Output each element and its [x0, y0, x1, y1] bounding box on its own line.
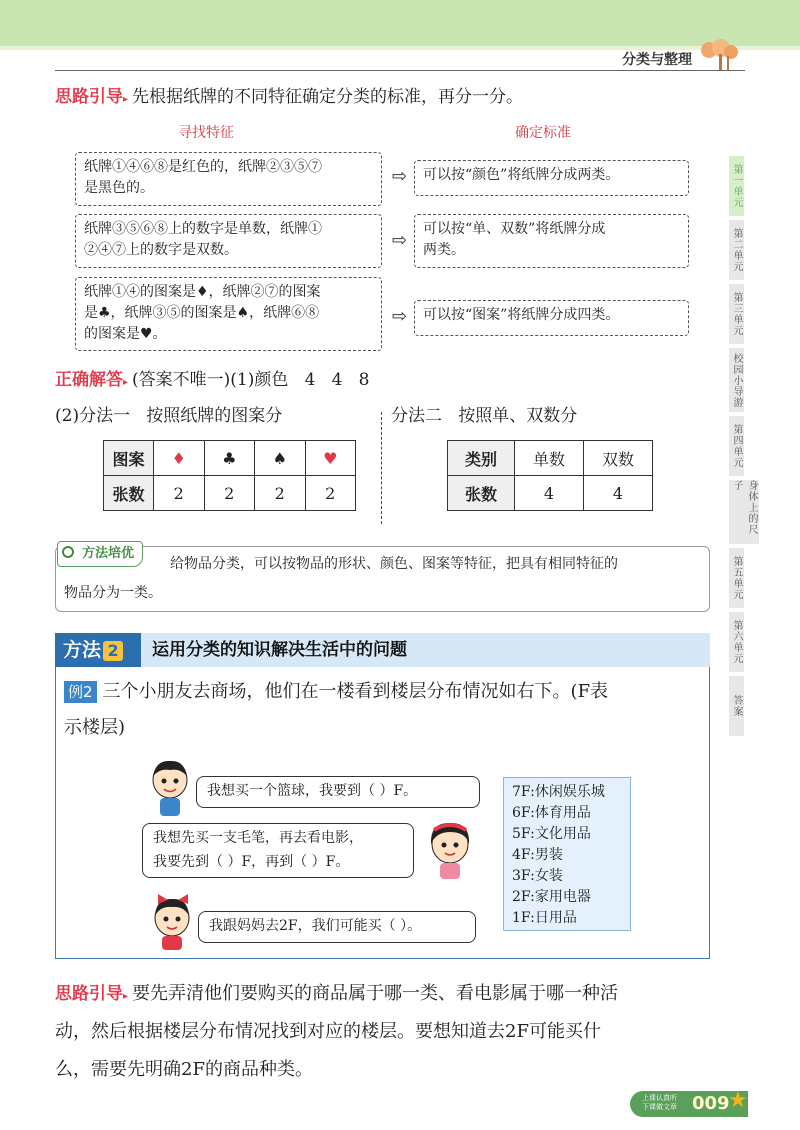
feature-1-line-1: 纸牌①④⑥⑧是红色的，纸牌②③⑤⑦: [84, 159, 322, 175]
floor-item: 2F:家用电器: [512, 889, 591, 905]
table-header-cell: 图案: [104, 441, 154, 476]
feature-3-line-1: 纸牌①④的图案是♦，纸牌②⑦的图案: [84, 284, 321, 300]
method-2-title: 运用分类的知识解决生活中的问题: [152, 640, 407, 660]
standard-box-color: [414, 160, 689, 196]
floor-item: 1F:日用品: [512, 910, 577, 926]
method-2-badge-text: 方法: [63, 639, 102, 661]
side-tab-unit-5[interactable]: 第五单元: [729, 548, 744, 608]
arrow-right-icon: ⇨: [392, 166, 408, 187]
standard-3-text: 可以按“图案”将纸牌分成四类。: [423, 307, 620, 323]
speech-bubble-3: 我跟妈妈去2F，我们可能买（ ）。: [198, 911, 476, 943]
answer-part2-left: (2)分法一 按照纸牌的图案分: [55, 406, 283, 426]
side-tab-answers[interactable]: 答案: [729, 676, 744, 736]
top-banner: [0, 0, 800, 46]
diamond-icon: ♦: [154, 441, 205, 476]
column-heading-standard: 确定标准: [515, 125, 571, 141]
answer-label: 正确解答: [55, 370, 123, 390]
table-header-cell: 张数: [104, 476, 154, 511]
guide-2-line-2: 动，然后根据楼层分布情况找到对应的楼层。要想知道去2F可能买什: [55, 1021, 601, 1042]
feature-2-line-1: 纸牌③⑤⑥⑧上的数字是单数，纸牌①: [84, 221, 322, 237]
boy-avatar-icon: [148, 758, 192, 818]
feature-2-line-2: ②④⑦上的数字是双数。: [84, 242, 238, 258]
method-tip-badge: [57, 541, 143, 567]
page-number: 009: [692, 1093, 730, 1114]
guide-2-line-1: [55, 980, 618, 1011]
table-header-cell: 张数: [448, 476, 515, 511]
guide-2-line-3: 么，需要先明确2F的商品种类。: [55, 1059, 313, 1080]
floor-item: 6F:体育用品: [512, 805, 591, 821]
guide-1-label: 思路引导: [55, 87, 123, 107]
side-tab-unit-2[interactable]: 第二单元: [729, 220, 744, 280]
column-heading-features: 寻找特征: [178, 125, 234, 141]
standard-2-line-1: 可以按“单、双数”将纸牌分成: [423, 221, 606, 237]
table-row: [448, 441, 653, 476]
side-tab-unit-6[interactable]: 第六单元: [729, 612, 744, 672]
side-tab-campus-guide[interactable]: 校园小导游: [729, 348, 744, 412]
table-cell: 4: [584, 476, 653, 511]
method-2-badge: [55, 633, 141, 667]
divider-dashed: [381, 412, 382, 524]
feature-3-line-2: 是♣，纸牌③⑤的图案是♠，纸牌⑥⑧: [84, 305, 320, 321]
floor-item: 7F:休闲娱乐城: [512, 784, 605, 800]
table-header-cell: 类别: [448, 441, 515, 476]
feature-3-line-3: 的图案是♥。: [84, 326, 167, 342]
table-cell: 2: [204, 476, 255, 511]
guide-1-text: 先根据纸牌的不同特征确定分类的标准，再分一分。: [132, 87, 524, 107]
guide-1: [55, 85, 523, 112]
page-slogan-line-1: 上课认真听: [642, 1094, 677, 1102]
side-tab-body-ruler[interactable]: 身体上的尺子: [729, 480, 759, 544]
triangle-arrow-icon: ▸: [123, 94, 129, 105]
answer-part2-right: 分法二 按照单、双数分: [391, 406, 578, 426]
standard-box-pattern: [414, 300, 689, 336]
side-tab-unit-4[interactable]: 第四单元: [729, 416, 744, 476]
guide-2-text-1: 要先弄清他们要购买的商品属于哪一类、看电影属于哪一种活: [132, 983, 619, 1004]
speech-bubble-2-line-1: 我想先买一支毛笔，再去看电影，: [153, 830, 363, 846]
club-icon: ♣: [204, 441, 255, 476]
side-tab-unit-1[interactable]: 第一单元: [729, 156, 744, 216]
parity-table: [447, 440, 653, 511]
spade-icon: ♠: [255, 441, 306, 476]
method-tip-line-1: 给物品分类，可以按物品的形状、颜色、图案等特征，把具有相同特征的: [170, 556, 618, 572]
arrow-right-icon: ⇨: [392, 230, 408, 251]
girl-with-bow-avatar-icon: [148, 890, 196, 952]
table-cell: 2: [305, 476, 356, 511]
speech-bubble-1: 我想买一个篮球，我要到（ ）F。: [196, 776, 480, 808]
method-2-number: 2: [103, 641, 123, 661]
speech-bubble-2-line-2: 我要先到（ ）F，再到（ ）F。: [153, 854, 350, 870]
method-tip-label: 方法培优: [82, 546, 135, 561]
standard-2-line-2: 两类。: [423, 242, 465, 258]
triangle-arrow-icon: ▸: [123, 377, 129, 388]
floor-item: 4F:男装: [512, 847, 563, 863]
method-tip-line-2: 物品分为一类。: [64, 585, 162, 601]
page-header-title: 分类与整理: [622, 52, 692, 68]
feature-box-parity: [75, 214, 382, 268]
pattern-table: [103, 440, 356, 511]
magnifier-icon: [62, 546, 74, 558]
table-row: [104, 476, 356, 511]
unit-side-tabs: [729, 156, 781, 740]
speech-bubble-2: [142, 823, 414, 878]
feature-box-pattern: [75, 277, 382, 351]
header-rule: [55, 70, 745, 71]
table-header-cell: 单数: [515, 441, 584, 476]
page-slogan: [642, 1094, 677, 1112]
floor-item: 3F:女装: [512, 868, 563, 884]
standard-1-text: 可以按“颜色”将纸牌分成两类。: [423, 167, 620, 183]
triangle-arrow-icon: ▸: [123, 991, 129, 1002]
table-row: [104, 441, 356, 476]
standard-box-parity: [414, 214, 689, 268]
girl-avatar-icon: [424, 818, 476, 880]
table-cell: 2: [255, 476, 306, 511]
feature-1-line-2: 是黑色的。: [84, 180, 154, 196]
star-icon: ★: [728, 1088, 748, 1113]
tree-decoration-icon: [697, 38, 741, 70]
floor-directory: [503, 777, 631, 931]
example-2-line-2: 示楼层): [64, 717, 126, 738]
arrow-right-icon: ⇨: [392, 306, 408, 327]
answer-line: [55, 368, 369, 395]
example-2-text: 三个小朋友去商场，他们在一楼看到楼层分布情况如右下。(F表: [102, 681, 609, 702]
table-header-cell: 双数: [584, 441, 653, 476]
table-cell: 2: [154, 476, 205, 511]
heart-icon: ♥: [305, 441, 356, 476]
floor-item: 5F:文化用品: [512, 826, 591, 842]
example-2-badge: 例2: [64, 681, 97, 703]
answer-text: (答案不唯一)(1)颜色 4 4 8: [132, 370, 370, 390]
guide-2-label: 思路引导: [55, 984, 123, 1004]
example-2-line-1: [64, 677, 608, 707]
table-row: [448, 476, 653, 511]
side-tab-unit-3[interactable]: 第三单元: [729, 284, 744, 344]
table-cell: 4: [515, 476, 584, 511]
page-slogan-line-2: 下课做文章: [642, 1103, 677, 1111]
feature-box-color: [75, 152, 382, 206]
